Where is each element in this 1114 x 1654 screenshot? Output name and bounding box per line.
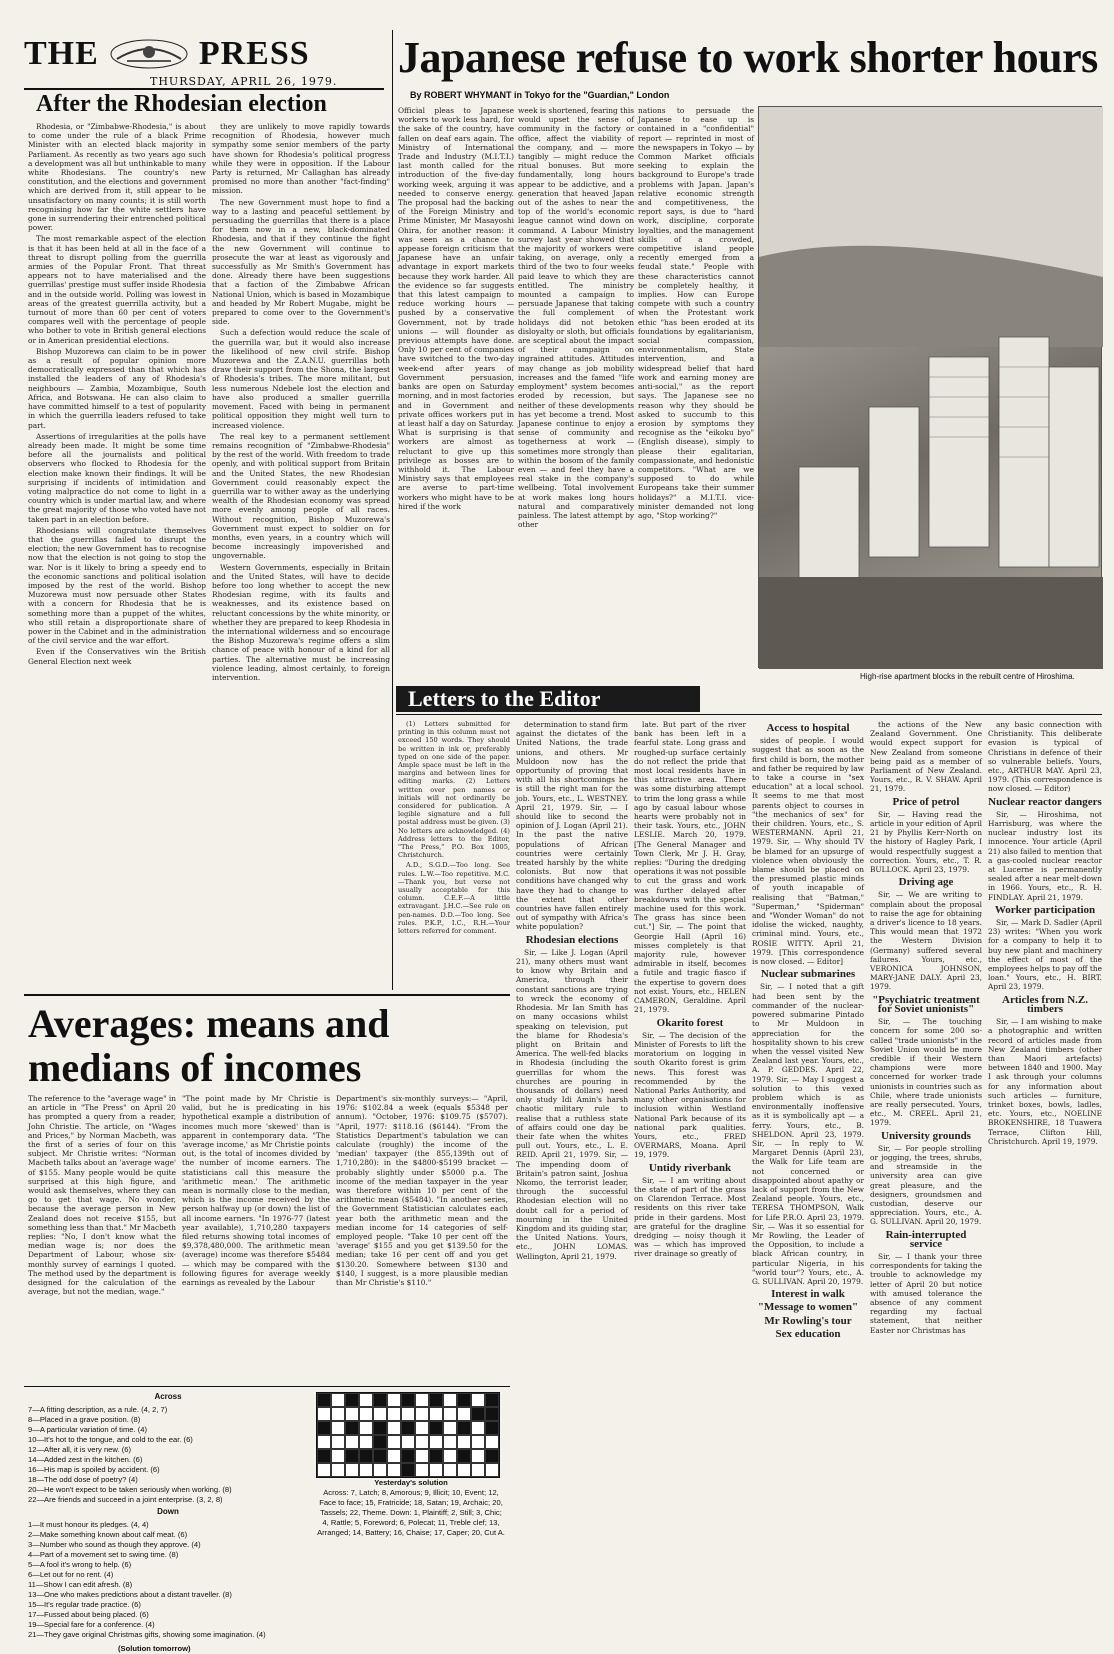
letter-text: Sir, — The decision of the Minister of Forests to lift the moratorium on logging in south Okarito forest is grim news. This forest was recommended by the National Parks Authority, and many other organisations for inclusion within Westland National Park because of its national park qualities. Yours, etc., FRED OVERMARS, Moana. April 19, 1979. xyxy=(634,1030,746,1160)
letter-text: Sir, — I am wishing to make a photographic and written record of articles made from New Zealand timbers (other than Maori artefacts) between 1840 and 1900. May I ask through your columns for any information about such articles — furniture, trinket boxes, bowls, ladles, etc. Yours, etc., NOELINE BROKENSHIRE, 18 Tuawera Terrace, Clifton Hill, Christchurch. April 19, 1979. xyxy=(988,1017,1102,1146)
crossword-cell xyxy=(429,1421,443,1435)
crossword-cell xyxy=(415,1463,429,1477)
crossword-cell xyxy=(359,1463,373,1477)
letters-banner: Letters to the Editor xyxy=(396,686,700,712)
crossword-cell xyxy=(345,1463,359,1477)
crossword-cell xyxy=(387,1421,401,1435)
crossword-cell xyxy=(317,1463,331,1477)
down-clue: 5—A fool it's wrong to help. (6) xyxy=(28,1560,132,1569)
japan-column-3: nations to persuade the Japanese to ease up is contained in a "confidential" report — reprinted in most of the newspapers in Tokyo — by Common Market officials seeking to explain the background to Europe's trade problems with Japan. Japan's relative economic strength and competitiveness, the report says, is due to "hard work, discipline, corporate loyalties, and the management skills of a crowded, competitive island people recently emerged from a feudal state." People with these characteristics cannot be completely healthy, it implies. How can Europe compete with such a country when the Protestant work ethic "has been eroded at its foundations by egalitarianism, social compassion, environmentalism, State intervention, and a widespread belief that hard work and earning money are anti-social," as the report says. The Japanese see no reason why they should be asked to succumb to this erosion by symptoms they recognise as the "eikoku byo" (English disease), simply to please their egalitarian, compassionate, and hedonistic competitors. "What are we supposed to do while Europeans take their summer holidays?" a M.I.T.I. vice-minister demanded not long ago, "Stop working?" xyxy=(638,106,754,520)
photo-caption: High-rise apartment blocks in the rebuilt centre of Hiroshima. xyxy=(860,672,1075,681)
letters-column-4 xyxy=(752,720,864,1520)
crossword-cell xyxy=(387,1463,401,1477)
editorial-column-2 xyxy=(212,122,390,990)
editorial-paragraph: Western Governments, especially in Britain and the United States, will have to decide before too long whether to accept the new Rhodesian regime, with its faults and weaknesses, and its existence based on reluctant concessions by the white minority, or whether they are prepared to keep Rhodesia in the international wilderness and so encourage the Bishop Muzorewa's regime offers a slim chance of peace with honour of a kind for all parties. The alternative must be increasing violence leading, almost certainly, to foreign intervention. xyxy=(212,562,390,682)
crossword-grid xyxy=(316,1392,500,1478)
editorial-paragraph: Such a defection would reduce the scale of the guerrilla war, but it would also increase the likelihood of new civil strife. Bishop Muzorewa and the Z.A.N.U. guerrillas both draw their support from the Shona, the largest of Rhodesia's tribes. The more militant, but less numerous Ndebele lost the election and have also produced a smaller guerrilla movement. Faced with being in permanent political opposition they might well turn to increased violence. xyxy=(212,328,390,430)
letter-heading: Driving age xyxy=(898,876,954,889)
crossword-cell xyxy=(485,1463,499,1477)
crossword-cell xyxy=(373,1449,387,1463)
letter-text: any basic connection with Christianity. This deliberate evasion is typical of Christians in defence of their so vulnerable beliefs. Yours, etc., ARTHUR MAY. April 23, 1979. (This correspondence is now closed. — Editor) xyxy=(988,720,1102,794)
column-divider xyxy=(392,30,393,990)
across-clue: 9—A particular variation of time. (4) xyxy=(28,1425,148,1434)
crossword-cell xyxy=(429,1435,443,1449)
across-list xyxy=(28,1405,308,1505)
hiroshima-photo xyxy=(758,106,1102,668)
editorial-paragraph: The most remarkable aspect of the election is that it has been held at all in the face of a threat to disrupt polling from the guerrilla armies of the Popular Front. That threat appears not to have materialised and the guerrillas' prestige must suffer inside Rhodesia and in the outside world. Polling was lowest in areas of the greatest guerrilla activity, but a turnout of more than 60 per cent of voters compares well with the percentage of people who bother to vote in British general elections or in American presidential elections. xyxy=(28,234,206,345)
down-clue: 3—Number who sound as though they approve. (4) xyxy=(28,1540,201,1549)
across-clue: 8—Placed in a grave position. (8) xyxy=(28,1415,141,1424)
crossword-cell xyxy=(429,1393,443,1407)
down-clue: 11—Show I can edit afresh. (8) xyxy=(28,1580,133,1589)
editorial-paragraph: Rhodesians will congratulate themselves that the guerrillas failed to disrupt the election; the new Government has to recognise now that the election is not going to stop the war. Nor is it likely to bring a speedy end to the economic sanctions and political isolation imposed by the rest of the world. Bishop Muzorewa must now persuade other States with a concern for Rhodesia that he is something more than a puppet of the whites, who still retain a disproportionate share of power in the Cabinet and in the administration of the civil service and the war effort. xyxy=(28,525,206,646)
letter-heading: Price of petrol xyxy=(892,795,960,808)
japan-headline: Japanese refuse to work shorter hours xyxy=(398,33,1098,82)
letters-rule xyxy=(396,714,1102,715)
crossword-cell xyxy=(415,1435,429,1449)
crossword-footer: (Solution tomorrow) xyxy=(118,1644,191,1653)
crossword-cell xyxy=(317,1393,331,1407)
averages-column-3: Department's six-monthly surveys:— "April, 1976: $102.84 a week (equals $5348 per annum). "October, 1976: $109.75 ($5707). "April, 1977: $118.16 ($6144). "From the Statistics Department's tabulation we can calculate (roughly) the income of the 'median' taxpayer (the 855,139th out of 1,710,280): in the $4800-$5199 bracket — probably slightly under $5000 p.a. The income of the median taxpayer in the year was therefore within 10 per cent of the arithmetic mean ($5484). "In another series, the Government Statistician calculates each year both the arithmetic mean and the median income for 14 categories of self-employed people. "Take 10 per cent off the 'average' $155 and you get $139.50 for the median; take 16 per cent off and you get $130.20. Somewhere between $130 and $140, I suggest, is a more plausible median than Mr Christie's $110." xyxy=(336,1094,508,1288)
letter-heading: Nuclear reactor dangers xyxy=(988,795,1102,808)
crossword-cell xyxy=(373,1393,387,1407)
crossword-cell xyxy=(415,1421,429,1435)
crossword-cell xyxy=(401,1449,415,1463)
letter-heading: Untidy riverbank xyxy=(648,1161,732,1174)
down-clue: 19—Special fare for a conference. (4) xyxy=(28,1620,155,1629)
crossword-cell xyxy=(331,1421,345,1435)
letter-text: Sir, — I am writing about the state of part of the grass on Clarendon Terrace. Most residents on this river take pride in their gardens. Most are grateful for the dragline dredging — noisy though it was — which has improved river drainage so greatly of xyxy=(634,1175,746,1259)
crossword-cell xyxy=(457,1421,471,1435)
crossword-cell xyxy=(485,1449,499,1463)
across-clue: 22—Are friends and succeed in a joint enterprise. (3, 2, 8) xyxy=(28,1495,223,1504)
editorial-column-1 xyxy=(28,122,206,990)
crossword-cell xyxy=(443,1421,457,1435)
crossword-cell xyxy=(331,1463,345,1477)
crossword-cell xyxy=(345,1393,359,1407)
crossword-cell xyxy=(345,1421,359,1435)
down-clue: 4—Part of a movement set to swing time. (8) xyxy=(28,1550,179,1559)
down-clue: 15—It's regular trade practice. (6) xyxy=(28,1600,141,1609)
crossword-cell xyxy=(387,1393,401,1407)
crossword-cell xyxy=(373,1421,387,1435)
crossword-cell xyxy=(401,1407,415,1421)
letter-text: Sir, — For people strolling or jogging, the trees, shrubs, and streamside in the university area can give great pleasure, and the designers, groundsmen and custodian, deserve our appreciation. Yours, etc., A. G. SULLIVAN. April 20, 1979. xyxy=(870,1143,982,1227)
crossword-cell xyxy=(443,1393,457,1407)
letter-heading: "Message to women" xyxy=(757,1301,859,1314)
crossword-cell xyxy=(485,1435,499,1449)
crossword-cell xyxy=(345,1435,359,1449)
masthead xyxy=(24,34,384,74)
crossword-cell xyxy=(331,1407,345,1421)
down-clue: 6—Let out for no rent. (4) xyxy=(28,1570,114,1579)
letter-text: Sir, — Hiroshima, not Harrisburg, was where the nuclear industry lost its innocence. Your article (April 21) also failed to mention that a gas-cooled nuclear reactor at Lucerne is permanently sealed after a near melt-down in 1966. Yours, etc., R. H. FINDLAY. April 21, 1979. xyxy=(988,809,1102,902)
letter-heading: Interest in walk xyxy=(771,1288,845,1301)
crossword-cell xyxy=(317,1407,331,1421)
solution-text: Across: 7, Latch; 8, Amorous; 9, Illicit; 10, Event; 12, Face to face; 15, Fratricide; 18, Satan; 19, Archaic; 20, Tassels; 22, Theme. Down: 1, Plaintiff; 2, Still; 3, Chic; 4, Rattle; 5, Foreword; 6, Polecat; 11, Treble clef; 13, Arranged; 14, Battery; 16, Chaise; 17, Caper; 20, Cut A. xyxy=(317,1488,505,1537)
letter-text: Sir, — I noted that a gift had been sent by the commander of the nuclear-powered submarine Pintado to Mr Muldoon in appreciation for the hospitality shown to his crew when the vessel visited New Zealand last year. Yours, etc., A. P. GEDDES. April 22, 1979. Sir, — May I suggest a solution to this vexed problem which is as environmentally inoffensive as it is symbolically apt — a ferry. Yours, etc., B. SHELDON. April 23, 1979. Sir, — In reply to W. Margaret Dennis (April 23), the Walk for Life team are not concerned or disappointed about apathy or lack of support from the New Zealand people. Yours, etc., TERESA THOMPSON, Walk for Life P.R.O. April 23, 1979. Sir, — Was it so essential for Mr Rowling, the Leader of the Opposition, to include a black African country, in particular Nigeria, in his "world tour"? Yours, etc., A. G. SULLIVAN. April 20, 1979. xyxy=(752,982,864,1286)
crossword-cell xyxy=(373,1407,387,1421)
dateline: THURSDAY, APRIL 26, 1979. xyxy=(150,75,338,88)
crossword-cell xyxy=(471,1407,485,1421)
crossword-cell xyxy=(387,1449,401,1463)
down-clue: 17—Fussed about being placed. (6) xyxy=(28,1610,149,1619)
crossword-cell xyxy=(443,1435,457,1449)
letter-heading: Okarito forest xyxy=(656,1016,724,1029)
letter-heading: "Psychiatric treatment for Soviet unionists" xyxy=(872,993,980,1015)
letter-heading: Worker participation xyxy=(994,903,1096,916)
crossword-cell xyxy=(387,1435,401,1449)
letter-text: late. But part of the river bank has been left in a fearful state. Long grass and roughed-up surface certainly do not reflect the pride that most local residents have in this attractive area. There was some disturbing attempt to trim the long grass a while ago by casual labour whose hearts were probably not in their task. Yours, etc., JOHN LESLIE. March 20, 1979. [The General Manager and Town Clerk, Mr J. H. Gray, replies: "During the dredging operations it was not possible to cut the grass and work was further delayed after breakdowns with the special machine used for this work. The grass has since been cut."] Sir, — The point that Georgie Hall (April 16) misses completely is that majority rule, however admirable in itself, becomes a futile and tragic fiasco if the expertise to govern does not exist. Yours, etc., HELEN CAMERON, Geraldine. April 21, 1979. xyxy=(634,720,746,1015)
letter-text: Sir, — We are writing to complain about the proposal to raise the age for obtaining a driver's licence to 18 years. This would mean that 1972 the Western Division (Germany) suffered several failures. Yours, etc., VERONICA JOHNSON, MARY-JANE DALY. April 23, 1979. xyxy=(870,890,982,992)
crossword-cell xyxy=(373,1435,387,1449)
crossword-cell xyxy=(443,1407,457,1421)
letter-heading: Sex education xyxy=(775,1327,841,1340)
crossword-cell xyxy=(485,1407,499,1421)
across-clue: 16—His map is spoiled by accident. (6) xyxy=(28,1465,160,1474)
averages-column-1: The reference to the "average wage" in an article in "The Press" on April 20 has prompted a query from a reader, John Christie. The article, on "Wages and Prices," by Norman Macbeth, was the first of a series of four on this subject. Mr Christie writes: "Norman Macbeth talks about an 'average wage' of $155. Many people would be quite surprised at this high figure, and would ask themselves, where they can go to get that wage. No wonder, because the average person in New Zealand does not receive $155, but something less than that." Mr Macbeth replies: "No, I don't know what the median wage is; nor does the Department of Labour, whose six-monthly survey of earnings I quoted. The method used by the department is designed for the calculation of the average, but not the median, wage." xyxy=(28,1094,176,1297)
letters-column-3 xyxy=(634,720,746,1520)
crossword-cell xyxy=(401,1421,415,1435)
crossword-cell xyxy=(317,1449,331,1463)
crossword-cell xyxy=(387,1407,401,1421)
letters-column-5 xyxy=(870,720,982,1520)
down-clue: 21—They gave original Christmas gifts, showing some imagination. (4) xyxy=(28,1630,266,1639)
letter-text: Sir, — Like J. Logan (April 21), many others must want to know why Britain and America, through their constant sanctions are trying to wreck the economy of Rhodesia. Mr Ian Smith has on many occasions whilst speaking on television, put the blame for Rhodesia's plight on Britain and America. The well-fed blacks in Rhodesia (including the guerrillas for whom the churches are pouring in thousands of dollars) need only study Idi Amin's harsh chaotic military rule to realise that a ruthless state of affairs could one day be their fate when the whites pull out. Yours, etc., L. E. REID. April 21, 1979. Sir, — The impending doom of Britain's patron saint, Joshua Nkomo, the terrorist leader, through the successful Rhodesian election will no doubt call for a period of mourning in the United Kingdom and its guiding star, the United Nations. Yours, etc., JOHN LOMAS. Wellington, April 21, 1979. xyxy=(516,947,628,1261)
down-clue: 13—One who makes predictions about a distant traveller. (8) xyxy=(28,1590,232,1599)
letter-text: the actions of the New Zealand Government. One would expect support for New Zealand from someone being paid as a member of Parliament of New Zealand. Yours, etc., R. V. SHAW. April 21, 1979. xyxy=(870,720,982,794)
masthead-the: THE xyxy=(24,35,99,72)
letters-column-6 xyxy=(988,720,1102,1520)
crossword-cell xyxy=(345,1407,359,1421)
japan-byline: By ROBERT WHYMANT in Tokyo for the "Guardian," London xyxy=(410,90,670,100)
letter-text: Sir, — I thank your three correspondents for taking the trouble to acknowledge my letter of April 20 but notice with amused tolerance the absence of any comment regarding my factual statement, that neither Easter nor Christmas has xyxy=(870,1251,982,1335)
crossword-cell xyxy=(429,1407,443,1421)
down-title: Down xyxy=(157,1507,179,1516)
crossword-cell xyxy=(443,1463,457,1477)
crossword-cell xyxy=(331,1449,345,1463)
letter-text: Sir, — Having read the article in your edition of April 21 by Phyllis Kerr-North on the history of Hagley Park, I would respectfully suggest a correction. Yours, etc., T. R. BULLOCK. April 23, 1979. xyxy=(870,809,982,875)
hiroshima-skyline-icon xyxy=(759,107,1103,669)
letter-heading: Articles from N.Z. timbers xyxy=(1002,993,1088,1015)
solution-title: Yesterday's solution xyxy=(374,1478,448,1487)
editorial-paragraph: Bishop Muzorewa can claim to be in power as a result of popular opinion more democratically expressed than that which has installed the leaders of any of Rhodesia's neighbours — Zambia, Mozambique, South Africa, and Botswana. He can also claim to have committed himself to a test of popularity in which the guerrilla leaders refused to take part. xyxy=(28,346,206,430)
crossword-cell xyxy=(401,1393,415,1407)
crossword-cell xyxy=(345,1449,359,1463)
letter-text: Sir, — Mark D. Sadler (April 23) writes: "When you work for a company to help it to buy new plant and machinery the effect of most of the employees helps to pay off the loan." Yours, etc., H. BIRT. April 23, 1979. xyxy=(988,918,1102,992)
crossword-cell xyxy=(359,1393,373,1407)
editorial-paragraph: Rhodesia, or "Zimbabwe-Rhodesia," is about to come under the rule of a black Prime Minister with an elected black majority in Parliament. As recently as two years ago such a development was all but unthinkable to many white Rhodesians. The country's new constitution, and the elections and government which are derived from it, still appear to be unsatisfactory on many counts; it is still worth recognising how far the white settlers have gone in surrendering their entrenched political power. xyxy=(28,122,206,233)
averages-rule xyxy=(24,994,510,996)
crossword-cell xyxy=(317,1421,331,1435)
letter-text: sides of people. I would suggest that as soon as the first child is born, the mother and father be required by law to take a course in "sex education" at a local school. It seems to me that most parents object to courses in "the mechanics of sex" for their children. Yours, etc., S. WESTERMANN. April 21, 1979. Sir, — Why should TV be blamed for an upsurge of violence when obviously the blame should be placed on the presumed plastic minds of youth incapable of realising that "Batman," "Superman," "Spiderman" and "Wonder Woman" do not idolise the wicked, naughty, criminal mind. Yours, etc., ROSIE WITTY. April 21, 1979. [This correspondence is now closed. — Editor] xyxy=(752,736,864,967)
across-title: Across xyxy=(154,1392,182,1401)
across-clue: 18—The odd dose of poetry? (4) xyxy=(28,1475,138,1484)
letter-heading: Nuclear submarines xyxy=(760,968,856,981)
crossword-cell xyxy=(457,1435,471,1449)
crossword-cell xyxy=(443,1449,457,1463)
crossword-cell xyxy=(471,1393,485,1407)
crossword-cell xyxy=(331,1393,345,1407)
averages-headline: Averages: means and medians of incomes xyxy=(28,1001,390,1090)
masthead-rule xyxy=(24,88,384,90)
crossword-clues xyxy=(28,1390,308,1653)
across-clue: 10—It's hot to the tongue, and cold to the ear. (6) xyxy=(28,1435,193,1444)
editorial-paragraph: Even if the Conservatives win the British General Election next week xyxy=(28,647,206,666)
crossword-cell xyxy=(471,1435,485,1449)
crossword-cell xyxy=(359,1449,373,1463)
crossword-cell xyxy=(401,1435,415,1449)
letter-heading: University grounds xyxy=(881,1129,971,1142)
masthead-press: PRESS xyxy=(198,35,310,72)
letter-heading: Access to hospital xyxy=(766,722,850,734)
letter-text: Sir, — The touching concern for some 200 so-called "trade unionists" in the Soviet Union would be more credible if their Western champions were more concerned for worker trade unionists in countries such as Chile, where trade unionists are really persecuted. Yours, etc., M. CREEL. April 21, 1979. xyxy=(870,1017,982,1128)
down-list xyxy=(28,1520,308,1640)
crossword-cell xyxy=(429,1449,443,1463)
crossword-cell xyxy=(331,1435,345,1449)
crossword-solution xyxy=(316,1478,506,1538)
letters-rules xyxy=(398,720,510,992)
crest-icon xyxy=(107,37,191,71)
down-clue: 1—It must honour its pledges. (4, 4) xyxy=(28,1520,149,1529)
letters-rules-text: (1) Letters submitted for printing in this column must not exceed 150 words. They should be written in ink or, preferably typed on one side of the paper. Ample space must be left in the margins and between lines for editing marks. (2) Letters written over pen names or initials will not ordinarily be considered for publication. A legible signature and a full postal address must be given. (3) No letters are acknowledged. (4) Address letters to the Editor, "The Press," P.O. Box 1005, Christchurch. xyxy=(398,720,510,860)
crossword-cell xyxy=(401,1463,415,1477)
crossword-cell xyxy=(485,1421,499,1435)
crossword-cell xyxy=(471,1421,485,1435)
letter-heading: Mr Rowling's tour xyxy=(764,1314,852,1327)
across-clue: 12—After all, it is very new. (6) xyxy=(28,1445,131,1454)
letters-replies-text: A.D., S.G.D.—Too long. See rules. L.W.—Too repetitive. M.C.—Thank you, but verse not usually acceptable for this column. C.E.F.—A little extravagant. J.H.C.—See rule on pen-names. D.D.—Too long. See rules. P.K.P., I.C., R.H.—Your letters referred for comment. xyxy=(398,861,510,936)
crossword-cell xyxy=(317,1435,331,1449)
across-clue: 20—He won't expect to be taken seriously when working. (8) xyxy=(28,1485,232,1494)
crossword-rule xyxy=(24,1386,510,1387)
crossword-cell xyxy=(471,1463,485,1477)
crossword-cell xyxy=(359,1421,373,1435)
crossword-cell xyxy=(457,1463,471,1477)
japan-column-1: Official pleas to Japanese workers to work less hard, for the sake of the country, have fallen on deaf ears again. The Ministry of International Trade and Industry (M.I.T.I.) last month called for the introduction of the five-day working week, arguing it was needed to conserve energy. The proposal had the backing of the Foreign Ministry and Prime Minister, Mr Masayoshi Ohira, for another reason: it was seen as a chance to appease foreign criticism that Japanese have an unfair advantage in export markets because they work harder. All the evidence so far suggests that this latest campaign to reduce working hours — pushed by a conservative Government, not by trade unions — will flounder as previous attempts have done. Only 10 per cent of companies have switched to the two-day week-end after years of Government persuasion, banks are open on Saturday morning, and in most factories and in Government and private offices workers put in at least half a day on Saturday. What is surprising is that workers are almost as reluctant to give up this privilege as bosses are to withhold it. The Labour Ministry says that employees are averse to part-time workers who might have to be hired if the work xyxy=(398,106,514,511)
crossword-cell xyxy=(471,1449,485,1463)
crossword-cell xyxy=(373,1463,387,1477)
crossword-cell xyxy=(359,1407,373,1421)
editorial-paragraph: Assertions of irregularities at the polls have already been made. It might be some time before all the journalists and political observers who flocked to Rhodesia for the election make known their findings. It will be surprising if incidents of intimidation and voting malpractice do not come to light in a country which is under martial law, and where the great majority of those who voted have not taken part in an election before. xyxy=(28,431,206,524)
crossword-cell xyxy=(359,1435,373,1449)
crossword-cell xyxy=(429,1463,443,1477)
editorial-paragraph: The real key to a permanent settlement remains recognition of "Zimbabwe-Rhodesia" by the rest of the world. With freedom to trade openly, and with political support from Britain and the United States, the new Rhodesian Government could reasonably expect the guerrilla war to wither away as the underlying wealth of the Rhodesian economy was spread more evenly among people of all races. Without recognition, Bishop Muzorewa's Government must expect to soldier on for months, even years, in a country which will become increasingly impoverished and ungovernable. xyxy=(212,431,390,561)
crossword-cell xyxy=(415,1393,429,1407)
letter-heading: Rhodesian elections xyxy=(525,933,619,946)
editorial-paragraph: The new Government must hope to find a way to a lasting and peaceful settlement by persuading the guerrillas that there is a place for them now in a new, black-dominated Rhodesia, and that if they continue the fight the new Government will continue to prosecute the war at least as vigorously and successfully as Mr Smith's Government has done. Already there have been suggestions that a faction of the Zimbabwe African National Union, which is based in Mozambique and headed by Mr Robert Mugabe, might be prepared to come over to the Government's side. xyxy=(212,197,390,327)
letters-column-2 xyxy=(516,720,628,1520)
crossword-cell xyxy=(415,1407,429,1421)
japan-column-2: week is shortened, fearing this would upset the sense of community in the factory or office, affect the viability of the company, and — more tangibly — might reduce the ritual bonuses. But more fundamentally, long hours appear to be addictive, and a generation that heaved Japan out of the ashes to near the top of the world's economic league cannot wind down on command. A Labour Ministry survey last year showed that the majority of workers were taking, on average, only a third of the two to four weeks paid leave to which they are entitled. The ministry mounted a campaign to persuade Japanese that taking the full complement of holidays did not betoken disloyalty or sloth, but officials are sceptical about the impact of their campaign on ingrained attitudes. Attitudes may change as job mobility increases and the famed "life employment" system becomes eroded by recession, but neither of these developments has yet become a trend. Most Japanese continue to enjoy a sense of community and togetherness at work — sometimes more strongly than within the bosom of the family even — and feel they have a real stake in the company's wellbeing. Total involvement at work makes long hours natural and comparatively painless. The latest attempt by other xyxy=(518,106,634,530)
averages-column-2: "The point made by Mr Christie is valid, but he is predicating in his hypothetical example a distribution of incomes much more 'skewed' than is apparent in contemporary data. "The 'average income,' as Mr Christie points out, is the total of incomes divided by the number of income earners. The statisticians call this measure the 'arithmetic mean.' The arithmetic mean is normally close to the median, which is the income received by the person halfway up (or down) the list of all income earners. "In 1976-77 (latest year available), 1,710,280 taxpayers filed returns showing total incomes of $9,378,480,000. The arithmetic mean (average) income was therefore $5484 — which may be compared with the following figures for average weekly earnings as revealed by the Labour xyxy=(182,1094,330,1288)
crossword-cell xyxy=(485,1393,499,1407)
down-clue: 2—Make something known about calf meat. (6) xyxy=(28,1530,188,1539)
crossword-cell xyxy=(415,1449,429,1463)
across-clue: 7—A fitting description, as a rule. (4, 2, 7) xyxy=(28,1405,168,1414)
letter-text: determination to stand firm against the dictates of the United Nations, the trade unions, and others. Mr Muldoon now has the opportunity of proving that with all his shortcomings he is still the right man for the job. Yours, etc., L. WESTNEY. April 21, 1979. Sir, — I should like to second the opinion of J. Logan (April 21). In the past the native populations of African countries were certainly treated harshly by the white colonists. But now that conditions have changed why have they had to change to the extent that other countries have fallen entirely out of sympathy with Africa's white population? xyxy=(516,720,628,932)
letter-heading: Rain-interrupted service xyxy=(885,1228,967,1250)
crossword-cell xyxy=(457,1449,471,1463)
editorial-paragraph: they are unlikely to move rapidly towards recognition of Rhodesia, however much sympathy some senior members of the party have shown for Rhodesia's political progress while they were in opposition. If the Labour Party is returned, Mr Callaghan has already promised no more than another "fact-finding" mission. xyxy=(212,122,390,196)
editorial-headline: After the Rhodesian election xyxy=(36,91,327,117)
crossword-cell xyxy=(457,1407,471,1421)
crossword-cell xyxy=(457,1393,471,1407)
across-clue: 14—Added zest in the kitchen. (6) xyxy=(28,1455,143,1464)
